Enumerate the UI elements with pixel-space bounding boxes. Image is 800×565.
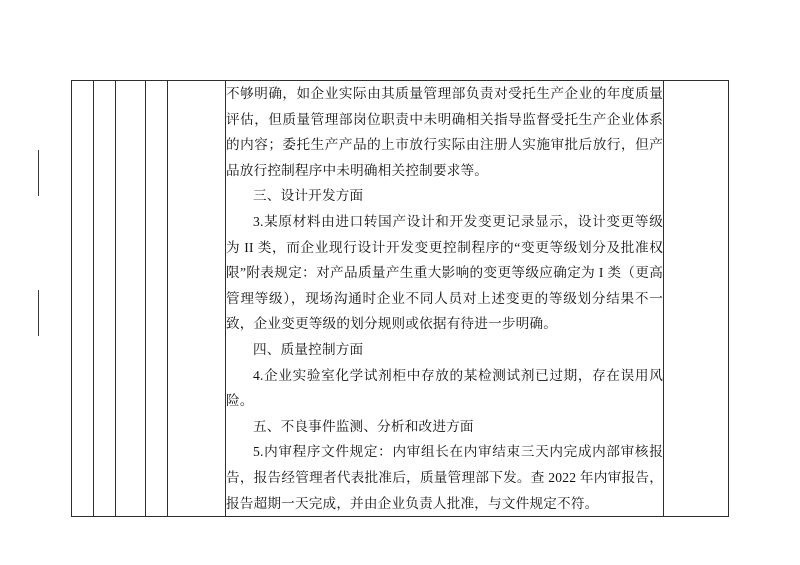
table-cell-col3 xyxy=(116,81,146,517)
paragraph-5: 4.企业实验室化学试剂柜中存放的某检测试剂已过期，存在误用风险。 xyxy=(226,367,663,409)
paragraph-3: 3.某原材料由进口转国产设计和开发变更记录显示，设计变更等级为 II 类，而企业现行设计开发变更控制程序的“变更等级划分及批准权限”附表规定：对产品质量产生重大影响的变更等级应确定为 I 类（更高管理等级），现场沟通时企业不同人员对上述变更的等级划分结果不一致，企业变更等级的划分规则或依据有待进一步明确。 xyxy=(226,213,663,332)
table-cell-col2 xyxy=(94,81,116,517)
table-cell-col1 xyxy=(72,81,94,517)
table-cell-content xyxy=(226,81,664,517)
table-cell-col4 xyxy=(146,81,168,517)
margin-tick-bottom xyxy=(38,290,39,336)
table-row xyxy=(72,81,729,517)
table-cell-col7 xyxy=(664,81,729,517)
paragraph-1: 不够明确，如企业实际由其质量管理部负责对受托生产企业的年度质量评估，但质量管理部岗位职责中未明确相关指导监督受托生产企业体系的内容；委托生产产品的上市放行实际由注册人实施审批后放行，但产品放行控制程序中未明确相关控制要求等。 xyxy=(226,86,663,178)
document-table xyxy=(71,80,729,517)
paragraph-4: 四、质量控制方面 xyxy=(253,341,364,357)
paragraph-6: 五、不良事件监测、分析和改进方面 xyxy=(253,418,474,434)
margin-tick-top xyxy=(38,150,39,196)
paragraph-7: 5.内审程序文件规定：内审组长在内审结束三天内完成内部审核报告，报告经管理者代表批准后，质量管理部下发。查 2022 年内审报告，报告超期一天完成，并由企业负责人批准，与文件规定不符。 xyxy=(226,444,663,511)
table-cell-col5 xyxy=(168,81,226,517)
paragraph-2: 三、设计开发方面 xyxy=(253,188,364,204)
